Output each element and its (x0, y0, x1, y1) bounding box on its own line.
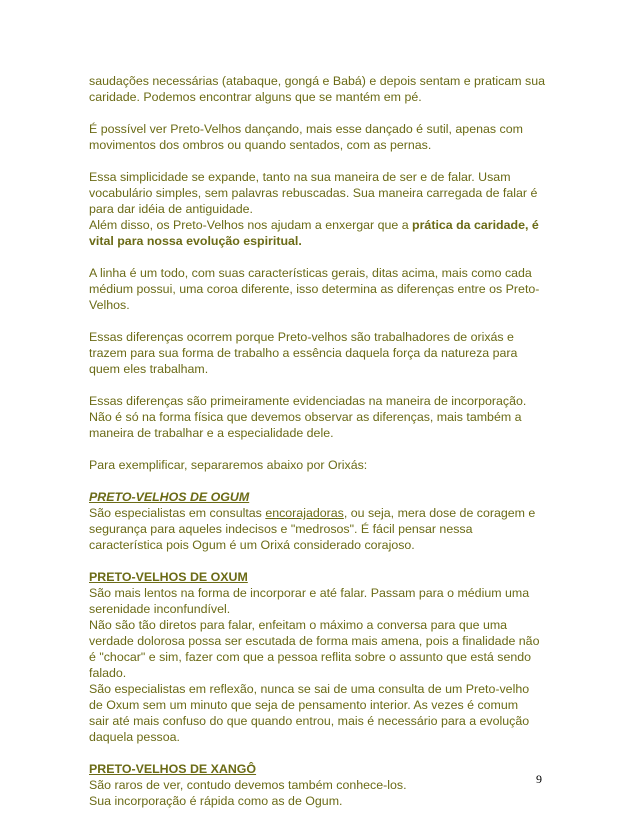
text-line: São mais lentos na forma de incorporar e até falar. Passam para o médium uma (89, 586, 530, 600)
text-line: sair até mais confuso do que quando entrou, mais é necessário para a evolução (89, 714, 530, 728)
text-line (89, 217, 557, 233)
text-line: É possível ver Preto-Velhos dançando, mais esse dançado é sutil, apenas com (89, 122, 523, 136)
text-line: A linha é um todo, com suas características gerais, ditas acima, mais como cada (89, 266, 532, 280)
text-line: maneira de trabalhar e a especialidade dele. (89, 426, 334, 440)
text-line: de Oxum sem um minuto que seja de pensamento interior. As vezes é comum (89, 698, 519, 712)
text-line: Sua incorporação é rápida como as de Ogum. (89, 794, 343, 808)
section-oxum (89, 569, 557, 745)
text-line: Não são tão diretos para falar, enfeitam o máximo a conversa para que uma (89, 618, 508, 632)
text-line: verdade dolorosa possa ser escutada de forma mais amena, pois a finalidade não (89, 634, 540, 648)
paragraph-linha (89, 265, 557, 313)
text-line: movimentos dos ombros ou quando sentados, com as pernas. (89, 138, 432, 152)
paragraph-exemplificar (89, 457, 557, 473)
text-line: vocabulário simples, sem palavras rebuscadas. Sua maneira carregada de falar é (89, 186, 538, 200)
text-run: Além disso, os Preto-Velhos nos ajudam a enxergar que a (89, 218, 413, 232)
section-ogum (89, 489, 557, 553)
text-line: característica pois Ogum é um Orixá considerado corajoso. (89, 538, 415, 552)
section-heading-xango: PRETO-VELHOS DE XANGÔ (89, 762, 257, 776)
text-line: quem eles trabalham. (89, 362, 209, 376)
text-line: caridade. Podemos encontrar alguns que se mantém em pé. (89, 90, 422, 104)
text-line: é "chocar" e sim, fazer com que a pessoa reflita sobre o assunto que está sendo (89, 650, 532, 664)
text-run: , ou seja, mera dose de coragem e (343, 506, 536, 520)
paragraph-simplicidade (89, 169, 557, 249)
paragraph-diferencas (89, 329, 557, 377)
text-line: São raros de ver, contudo devemos também conhece-los. (89, 778, 407, 792)
underlined-text-run: encorajadoras (265, 506, 344, 520)
text-line: daquela pessoa. (89, 730, 180, 744)
text-line: falado. (89, 666, 127, 680)
text-line: Para exemplificar, separaremos abaixo por Orixás: (89, 458, 368, 472)
text-line: Essas diferenças são primeiramente evidenciadas na maneira de incorporação. (89, 394, 527, 408)
bold-text-line: vital para nossa evolução espiritual. (89, 234, 302, 248)
page-number: 9 (536, 772, 542, 786)
section-xango (89, 761, 557, 809)
text-line: trazem para sua forma de trabalho a essência daquela força da natureza para (89, 346, 518, 360)
text-line: Velhos. (89, 298, 130, 312)
text-line: segurança para aqueles indecisos e "medrosos". É fácil pensar nessa (89, 522, 473, 536)
section-heading-oxum: PRETO-VELHOS DE OXUM (89, 570, 248, 584)
section-heading-ogum: PRETO-VELHOS DE OGUM (89, 490, 250, 504)
text-line: Essas diferenças ocorrem porque Preto-velhos são trabalhadores de orixás e (89, 330, 514, 344)
text-run: São especialistas em consultas (89, 506, 266, 520)
text-line: serenidade inconfundível. (89, 602, 231, 616)
text-line: médium possui, uma coroa diferente, isso determina as diferenças entre os Preto- (89, 282, 540, 296)
text-line: São especialistas em reflexão, nunca se sai de uma consulta de um Preto-velho (89, 682, 530, 696)
page-content (89, 73, 557, 809)
text-line: Não é só na forma física que devemos observar as diferenças, mais também a (89, 410, 522, 424)
bold-text-run: prática da caridade, é (412, 218, 539, 232)
text-line: Essa simplicidade se expande, tanto na sua maneira de ser e de falar. Usam (89, 170, 511, 184)
text-line (89, 505, 557, 521)
paragraph-saudacoes (89, 73, 557, 105)
paragraph-incorporacao (89, 393, 557, 441)
text-line: para dar idéia de antiguidade. (89, 202, 253, 216)
text-line: saudações necessárias (atabaque, gongá e Babá) e depois sentam e praticam sua (89, 74, 545, 88)
paragraph-danca (89, 121, 557, 153)
